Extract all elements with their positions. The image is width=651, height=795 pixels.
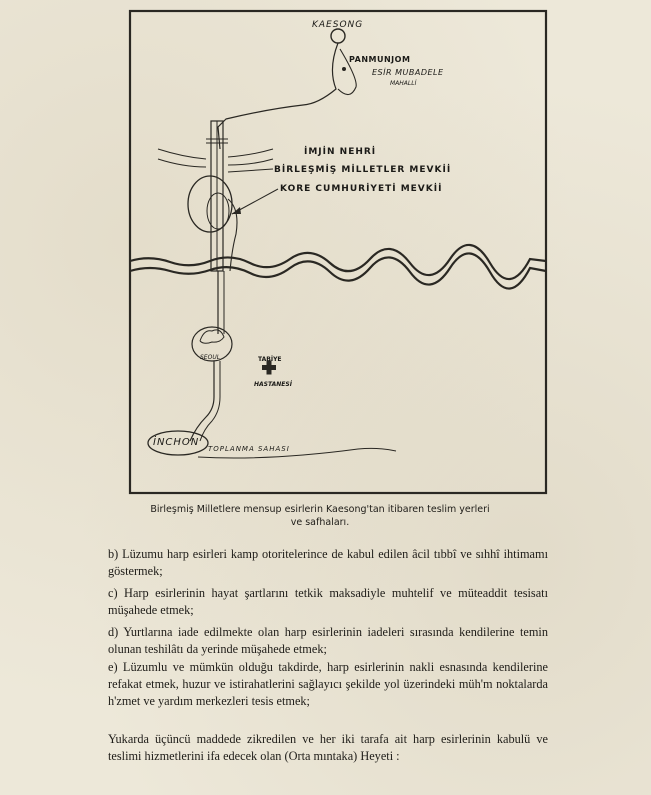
map-label-toplanma: TOPLANMA SAHASI bbox=[208, 445, 290, 453]
map-drawing bbox=[128, 9, 548, 495]
map-border bbox=[130, 11, 546, 493]
kaesong-marker bbox=[331, 29, 345, 43]
paragraph-final: Yukarda üçüncü maddede zikredilen ve her iki tarafa ait harp esirlerinin kabulü ve teslimi hizmetlerini ifa edecek olan (Orta mıntaka) Heyeti : bbox=[108, 732, 548, 763]
map-label-esir-mubadele: ESİR MUBADELE bbox=[372, 68, 444, 77]
map-label-inchon: İNCHON bbox=[153, 437, 200, 448]
map-label-seoul: SEOUL bbox=[200, 354, 221, 361]
route-upper bbox=[218, 43, 338, 149]
map-label-panmunjom: PANMUNJOM bbox=[349, 55, 411, 64]
map-label-korea-post: KORE CUMHURİYETİ MEVKİİ bbox=[280, 184, 443, 194]
map-label-tabiye: TABİYE bbox=[258, 356, 282, 363]
paragraph-c: c) Harp esirlerinin hayat şartlarını tetkik maksadiyle muhtelif ve müteaddit tesisatı müşahede etmek; bbox=[108, 586, 548, 617]
map-caption: Birleşmiş Milletlere mensup esirlerin Kaesong'tan itibaren teslim yerleri ve safhaları. bbox=[150, 504, 490, 528]
map-label-mahalli: MAHALLİ bbox=[390, 80, 417, 87]
map-label-hastane: HASTANESİ bbox=[254, 381, 292, 388]
paragraph-b: b) Lüzumu harp esirleri kamp otoritelerince de kabul edilen âcil tıbbî ve sıhhî ihtimamı göstermek; bbox=[108, 547, 548, 578]
map-label-un-post: BİRLEŞMİŞ MİLLETLER MEVKİİ bbox=[274, 165, 452, 175]
paragraph-e: e) Lüzumlu ve mümkün olduğu takdirde, harp esirlerinin nakli esnasında kendilerine refakat etmek, huzur ve istirahatlerini sağlayıcı şekilde yol üzerindeki müh'm noktalarda h'zmet ve yardım merkezleri tesis etmek; bbox=[108, 660, 548, 708]
map-label-imjin: İMJİN NEHRİ bbox=[304, 147, 377, 157]
exchange-route-map bbox=[128, 9, 548, 495]
paragraph-d: d) Yurtlarına iade edilmekte olan harp esirlerinin iadeleri sırasında kendilerine temin olunan teshilâtı da yerinde müşahede etmek; bbox=[108, 625, 548, 656]
map-label-kaesong: KAESONG bbox=[312, 20, 364, 30]
